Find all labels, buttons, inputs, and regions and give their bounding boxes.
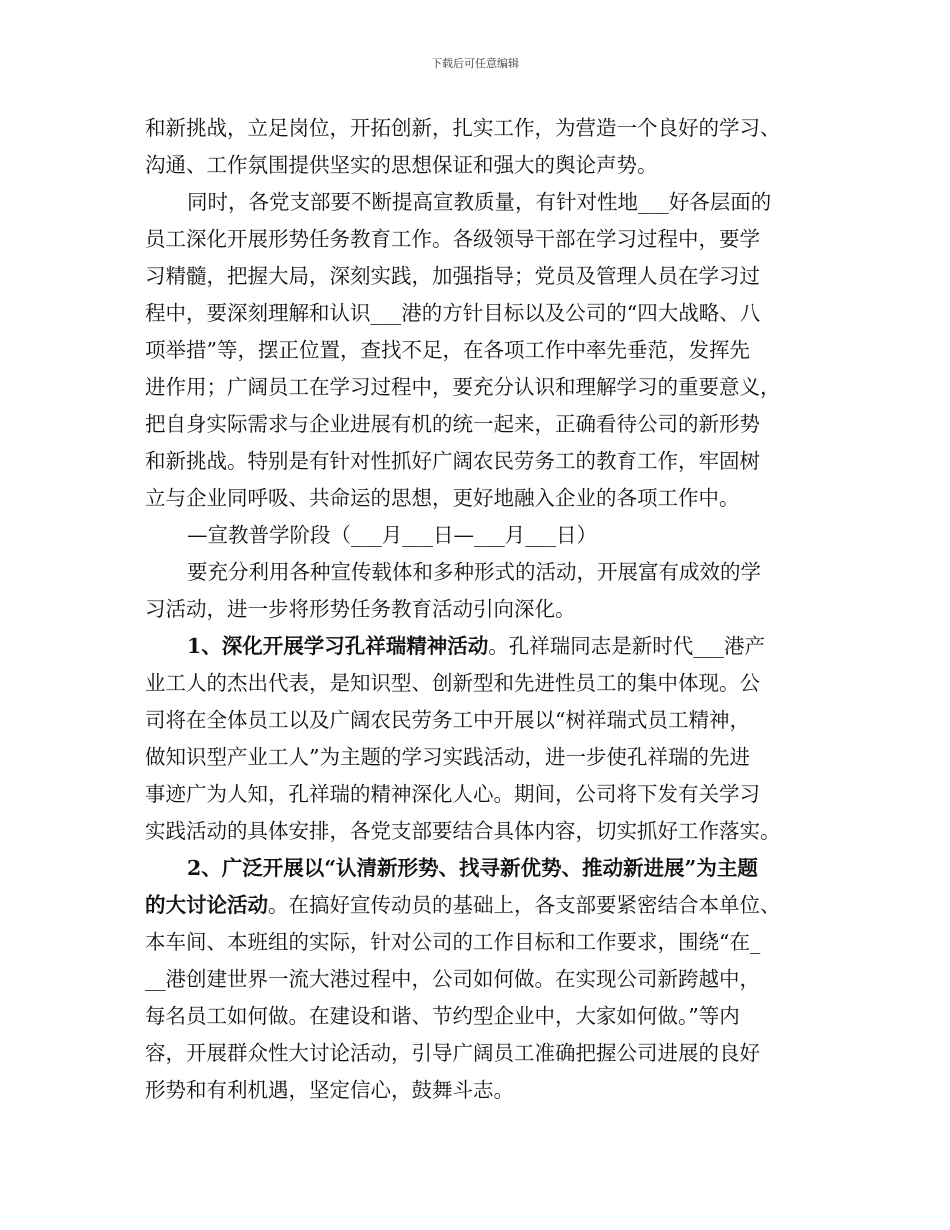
body-line: 每名员工如何做。在建设和谐、节约型企业中，大家如何做。”等内 [145,1004,740,1028]
section-heading: —宣教普学阶段（___月___日—___月___日） [187,523,597,547]
body-line: 沟通、工作氛围提供坚实的思想保证和强大的舆论声势。 [145,153,658,177]
page-header: 下载后可任意编辑 [431,57,519,70]
body-line: 做知识型产业工人”为主题的学习实践活动，进一步使孔祥瑞的先进 [145,745,750,769]
item-2-text: 。在搞好宣传动员的基础上，各支部要紧密结合本单位、 [268,893,781,917]
body-line: 司将在全体员工以及广阔农民劳务工中开展以“树祥瑞式员工精神， [145,708,750,732]
body-line: 习精髓，把握大局，深刻实践，加强指导；党员及管理人员在学习过 [145,264,760,288]
item-1-line [187,636,765,657]
item-2-title-line1: 2、广泛开展以“认清新形势、找寻新优势、推动新进展”为主题 [187,856,758,880]
body-line: 和新挑战，立足岗位，开拓创新，扎实工作，为营造一个良好的学习、 [145,116,781,140]
body-line: 习活动，进一步将形势任务教育活动引向深化。 [145,597,576,621]
item-2-line [145,895,781,916]
body-line: 事迹广为人知，孔祥瑞的精神深化人心。期间，公司将下发有关学习 [145,782,760,806]
body-line: 同时，各党支部要不断提高宣教质量，有针对性地___好各层面的 [187,190,772,214]
body-line: 项举措”等，摆正位置，查找不足，在各项工作中率先垂范，发挥先 [145,338,750,362]
body-line: 实践活动的具体安排，各党支部要结合具体内容，切实抓好工作落实。 [145,819,781,843]
body-line: __港创建世界一流大港过程中，公司如何做。在实现公司新跨越中， [145,967,760,991]
body-line: 程中，要深刻理解和认识___港的方针目标以及公司的“四大战略、八 [145,301,761,325]
body-line: 形势和有利机遇，坚定信心，鼓舞斗志。 [145,1078,514,1102]
body-line: 把自身实际需求与企业进展有机的统一起来，正确看待公司的新形势 [145,412,760,436]
item-2-title-line2: 的大讨论活动 [145,893,268,917]
body-line: 进作用；广阔员工在学习过程中，要充分认识和理解学习的重要意义， [145,375,781,399]
item-1-text: 。孔祥瑞同志是新时代___港产 [488,634,766,658]
body-line: 本车间、本班组的实际，针对公司的工作目标和工作要求，围绕“在_ [145,930,761,954]
body-line: 员工深化开展形势任务教育工作。各级领导干部在学习过程中，要学 [145,227,760,251]
body-line: 容，开展群众性大讨论活动，引导广阔员工准确把握公司进展的良好 [145,1041,760,1065]
item-1-title: 1、深化开展学习孔祥瑞精神活动 [187,634,489,658]
body-line: 和新挑战。特别是有针对性抓好广阔农民劳务工的教育工作，牢固树 [145,449,760,473]
body-line: 立与企业同呼吸、共命运的思想，更好地融入企业的各项工作中。 [145,486,740,510]
body-line: 要充分利用各种宣传载体和多种形式的活动，开展富有成效的学 [187,560,761,584]
body-line: 业工人的杰出代表，是知识型、创新型和先进性员工的集中体现。公 [145,671,760,695]
